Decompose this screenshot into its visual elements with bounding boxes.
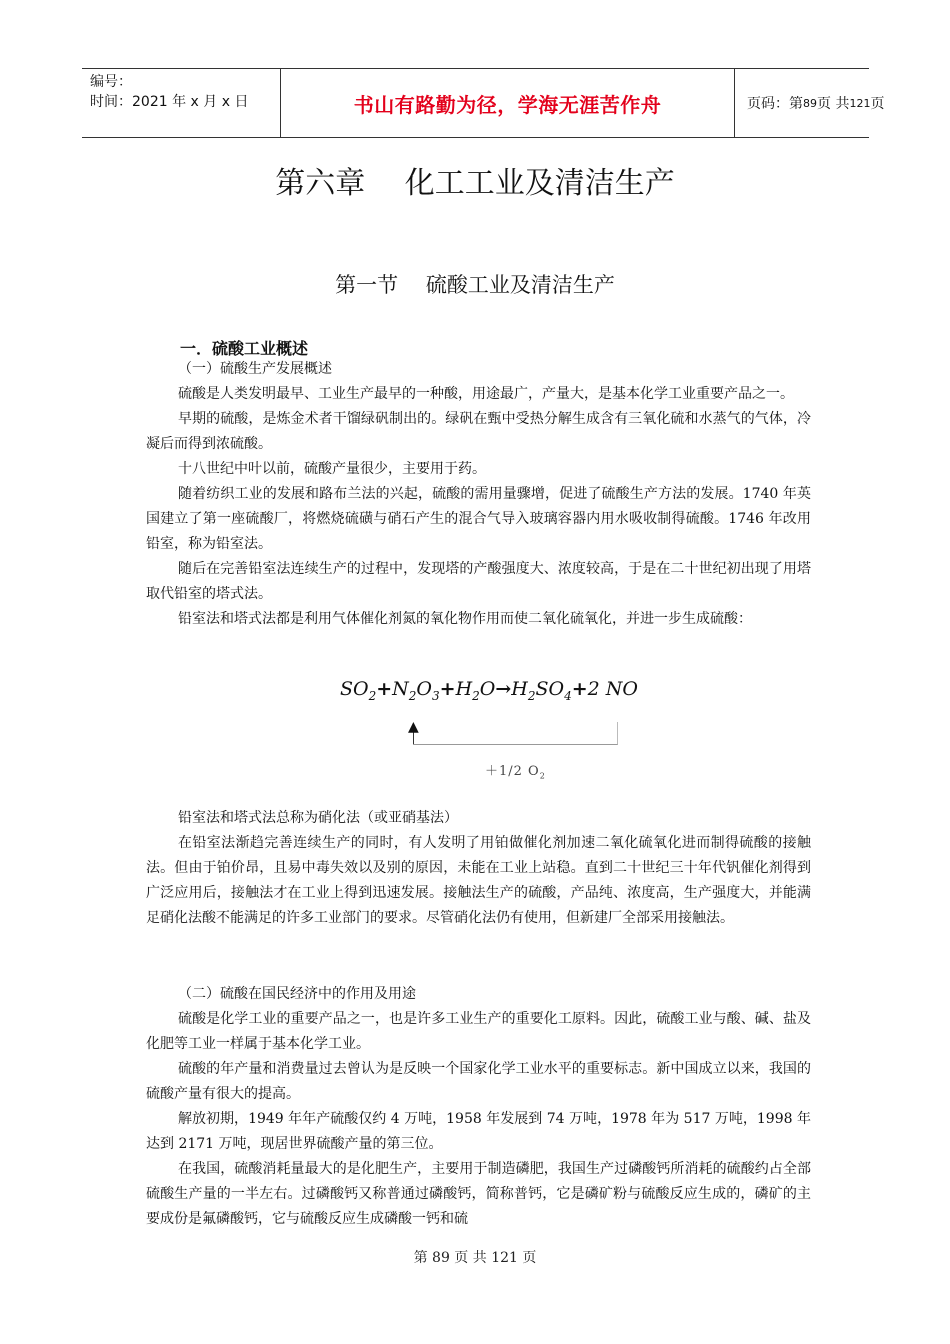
paragraph-12: 在我国，硫酸消耗量最大的是化肥生产，主要用于制造磷肥，我国生产过磷酸钙所消耗的硫酸约占全部硫酸生产量的一半左右。过磷酸钙又称普通过磷酸钙，简称普钙，它是磷矿粉与硫酸反应生成的，磷矿的主要成份是氟磷酸钙，它与硫酸反应生成磷酸一钙和硫 xyxy=(146,1161,811,1227)
page-current: 89 xyxy=(803,96,817,110)
chapter-title: 第六章 化工工业及清洁生产 xyxy=(275,166,675,201)
header-page-code xyxy=(735,69,885,137)
section-title: 第一节 硫酸工业及清洁生产 xyxy=(335,273,615,297)
body-block-2 xyxy=(146,806,811,931)
body-block-3 xyxy=(146,982,811,1232)
paragraph-4: 随着纺织工业的发展和路布兰法的兴起，硫酸的需用量骤增，促进了硫酸生产方法的发展。1740 年英国建立了第一座硫酸厂，将燃烧硫磺与硝石产生的混合气导入玻璃容器内用水吸收制得硫酸。1746 年改用铅室，称为铅室法。 xyxy=(146,486,811,552)
sub-heading-2: （二）硫酸在国民经济中的作用及用途 xyxy=(178,986,416,1002)
page-header xyxy=(82,68,885,138)
header-motto-cell xyxy=(281,69,735,137)
serial-label: 编号： xyxy=(90,74,132,90)
body-block-1 xyxy=(146,357,811,632)
page-code-prefix: 页码：第 xyxy=(747,96,803,112)
paragraph-3: 十八世纪中叶以前，硫酸产量很少，主要用于药。 xyxy=(178,461,486,477)
oxygen-addition: ＋1/2 $O_2$ xyxy=(485,764,546,781)
sub-heading-1: （一）硫酸生产发展概述 xyxy=(178,361,332,377)
paragraph-5: 随后在完善铅室法连续生产的过程中，发现塔的产酸强度大、浓度较高，于是在二十世纪初出现了用塔取代铅室的塔式法。 xyxy=(146,561,811,602)
page-total: 121 xyxy=(849,96,871,110)
paragraph-8: 在铅室法渐趋完善连续生产的同时，有人发明了用铂做催化剂加速二氧化硫氧化进而制得硫酸的接触法。但由于铂价昂，且易中毒失效以及别的原因，未能在工业上站稳。直到二十世纪三十年代钒催化剂得到广泛应用后，接触法才在工业上得到迅速发展。接触法生产的硫酸，产品纯、浓度高，生产强度大，并能满足硝化法酸不能满足的许多工业部门的要求。尽管硝化法仍有使用，但新建厂全部采用接触法。 xyxy=(146,835,811,926)
page-footer: 第 89 页 共 121 页 xyxy=(413,1250,537,1266)
time-label: 时间：2021 年 x 月 x 日 xyxy=(90,94,249,110)
header-meta xyxy=(82,69,281,137)
motto: 书山有路勤为径，学海无涯苦作舟 xyxy=(353,92,662,117)
paragraph-10: 硫酸的年产量和消费量过去曾认为是反映一个国家化学工业水平的重要标志。新中国成立以来，我国的硫酸产量有很大的提高。 xyxy=(146,1061,811,1102)
heading-1: 一．硫酸工业概述 xyxy=(180,339,309,358)
paragraph-1: 硫酸是人类发明最早、工业生产最早的一种酸，用途最广，产量大，是基本化学工业重要产品之一。 xyxy=(178,386,794,402)
paragraph-2: 早期的硫酸，是炼金术者干馏绿矾制出的。绿矾在甄中受热分解生成含有三氧化硫和水蒸气的气体，冷凝后而得到浓硫酸。 xyxy=(146,411,811,452)
reaction-arrow: → xyxy=(495,678,512,700)
paragraph-6: 铅室法和塔式法都是利用气体催化剂氮的氧化物作用而使二氧化硫氧化，并进一步生成硫酸： xyxy=(178,611,752,627)
up-arrow-icon: ▲ xyxy=(408,719,419,735)
paragraph-11: 解放初期，1949 年年产硫酸仅约 4 万吨，1958 年发展到 74 万吨，1978 年为 517 万吨，1998 年达到 2171 万吨，现居世界硫酸产量的第三位。 xyxy=(146,1111,811,1152)
page-suffix: 页 xyxy=(870,96,885,112)
regeneration-loop xyxy=(413,722,618,745)
reaction-equation: $SO_2+N_2O_3+H_2O\to H_2SO_4+2$ NO xyxy=(340,678,638,703)
paragraph-7: 铅室法和塔式法总称为硝化法（或亚硝基法） xyxy=(178,810,458,826)
page-mid: 页 共 xyxy=(817,96,850,112)
paragraph-9: 硫酸是化学工业的重要产品之一，也是许多工业生产的重要化工原料。因此，硫酸工业与酸、碱、盐及化肥等工业一样属于基本化学工业。 xyxy=(146,1011,811,1052)
